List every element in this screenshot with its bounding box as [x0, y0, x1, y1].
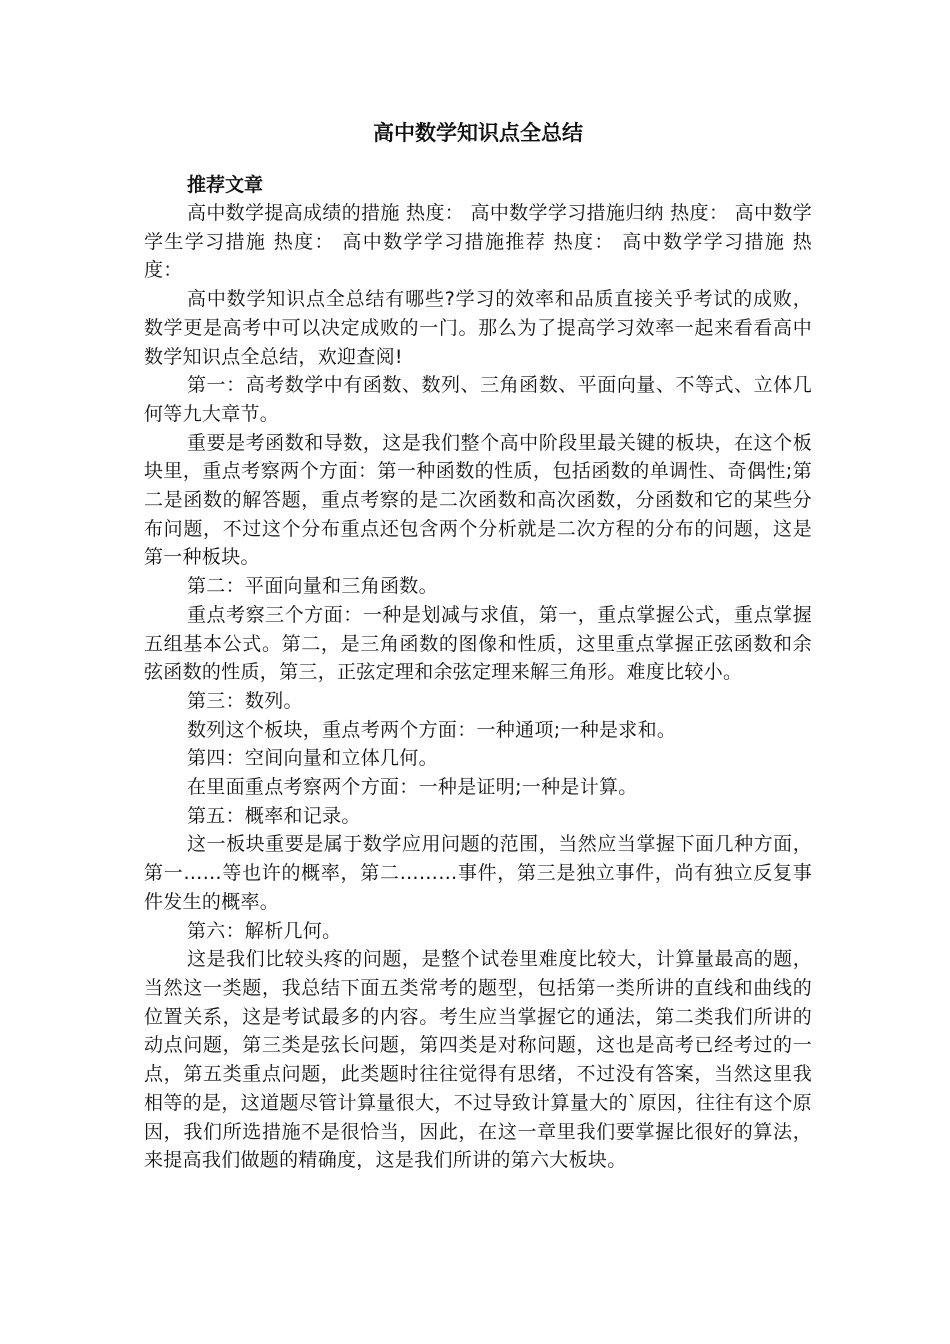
section-body-3: 数列这个板块，重点考两个方面：一种通项;一种是求和。	[187, 718, 677, 741]
section-heading-1: 第一：高考数学中有函数、数列、三角函数、平面向量、不等式、立体几何等九大章节。	[144, 374, 812, 425]
section-heading-2: 第二：平面向量和三角函数。	[187, 575, 438, 598]
document-page	[144, 118, 812, 1175]
section-body-2: 重点考察三个方面：一种是划减与求值，第一，重点掌握公式，重点掌握五组基本公式。第二，是三角函数的图像和性质，这里重点掌握正弦函数和余弦函数的性质，第三，正弦定理和余弦定理来解三角形。难度比较小。	[144, 603, 812, 684]
section-body-4: 在里面重点考察两个方面：一种是证明;一种是计算。	[187, 776, 638, 799]
section-heading-3: 第三：数列。	[187, 689, 303, 712]
section-body-5: 这一板块重要是属于数学应用问题的范围，当然应当掌握下面几种方面，第一……等也许的概率，第二………事件，第三是独立事件，尚有独立反复事件发生的概率。	[144, 833, 812, 913]
recommended-articles-list: 高中数学提高成绩的措施 热度： 高中数学学习措施归纳 热度： 高中数学学生学习措施 热度： 高中数学学习措施推荐 热度： 高中数学学习措施 热度：	[144, 202, 812, 282]
section-heading-4: 第四：空间向量和立体几何。	[187, 747, 438, 770]
section-body-1: 重要是考函数和导数，这是我们整个高中阶段里最关键的板块，在这个板块里，重点考察两个方面：第一种函数的性质，包括函数的单调性、奇偶性;第二是函数的解答题，重点考察的是二次函数和高次函数，分函数和它的某些分布问题，不过这个分布重点还包含两个分析就是二次方程的分布的问题，这是第一种板块。	[144, 431, 812, 569]
recommended-articles-heading: 推荐文章	[187, 174, 264, 196]
document-title: 高中数学知识点全总结	[373, 121, 583, 145]
section-body-6: 这是我们比较头疼的问题，是整个试卷里难度比较大，计算量最高的题，当然这一类题，我总结下面五类常考的题型，包括第一类所讲的直线和曲线的位置关系，这是考试最多的内容。考生应当掌握它的通法，第二类我们所讲的动点问题，第三类是弦长问题，第四类是对称问题，这也是高考已经考过的一点，第五类重点问题，此类题时往往觉得有思绪，不过没有答案，当然这里我相等的是，这道题尽管计算量很大，不过导致计算量大的`原因，往往有这个原因，我们所选措施不是很恰当，因此，在这一章里我们要掌握比很好的算法，来提高我们做题的精确度，这是我们所讲的第六大板块。	[144, 948, 812, 1172]
section-heading-5: 第五：概率和记录。	[187, 804, 361, 827]
section-heading-6: 第六：解析几何。	[187, 919, 342, 942]
intro-paragraph: 高中数学知识点全总结有哪些?学习的效率和品质直接关乎考试的成败，数学更是高考中可以决定成败的一门。那么为了提高学习效率一起来看看高中数学知识点全总结，欢迎查阅!	[144, 288, 812, 368]
